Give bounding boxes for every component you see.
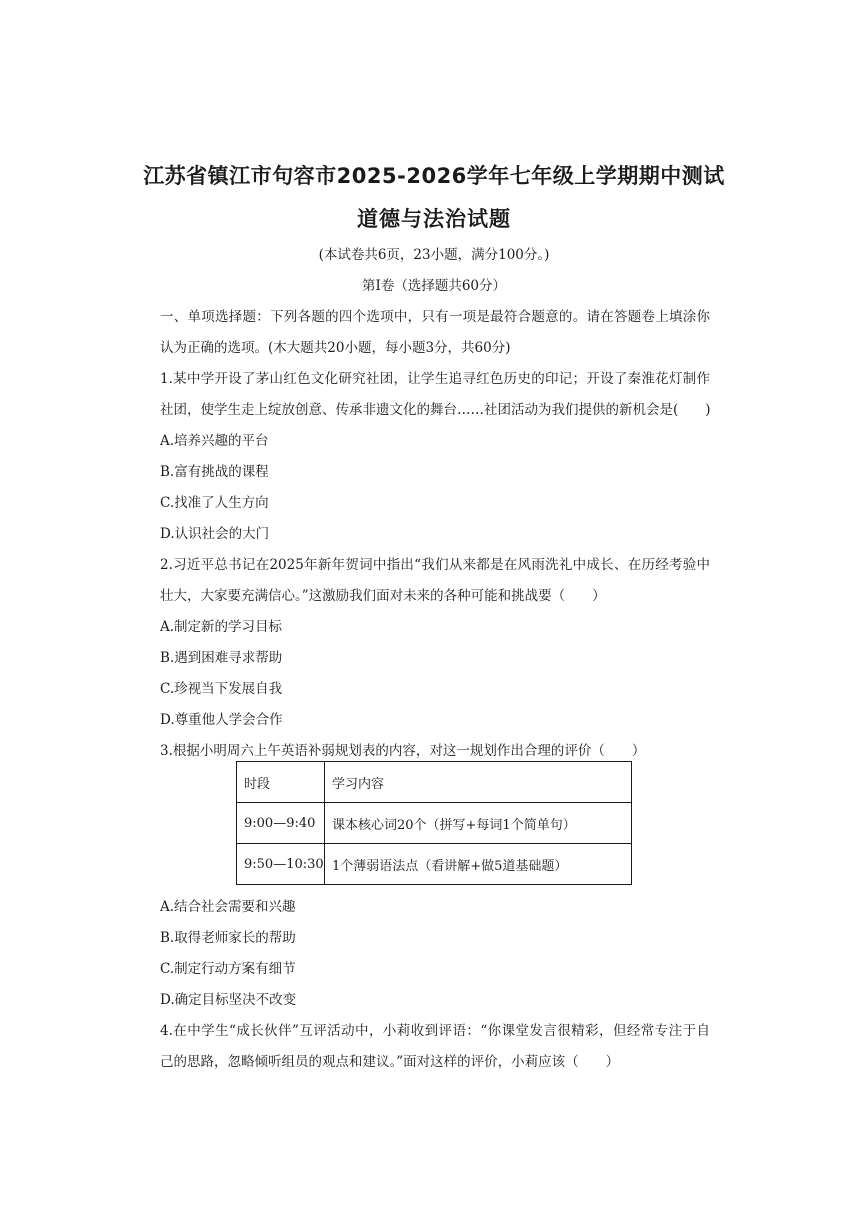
table-cell-content: 1个薄弱语法点（看讲解+做5道基础题） bbox=[325, 844, 632, 885]
section-instruction-cont: 认为正确的选项。(木大题共20小题，每小题3分，共60分) bbox=[160, 340, 511, 356]
question-3-option-d: D.确定目标坚决不改变 bbox=[160, 992, 297, 1008]
question-3-option-b: B.取得老师家长的帮助 bbox=[160, 930, 296, 946]
question-2-option-b: B.遇到困难寻求帮助 bbox=[160, 650, 283, 666]
question-2-option-c: C.珍视当下发展自我 bbox=[160, 681, 283, 697]
volume-label: 第Ⅰ卷（选择题共60分） bbox=[361, 278, 506, 294]
question-2-stem-cont: 壮大，大家要充满信心。”这激励我们面对未来的各种可能和挑战要（ ） bbox=[160, 588, 606, 604]
question-1-option-c: C.找准了人生方向 bbox=[160, 495, 269, 511]
section-instruction: 一、单项选择题：下列各题的四个选项中，只有一项是最符合题意的。请在答题卷上填涂你 bbox=[160, 309, 710, 325]
question-3-option-c: C.制定行动方案有细节 bbox=[160, 961, 296, 977]
question-4-stem-cont: 己的思路，忽略倾听组员的观点和建议。”面对这样的评价，小莉应该（ ） bbox=[160, 1054, 620, 1070]
question-1-option-d: D.认识社会的大门 bbox=[160, 526, 270, 542]
table-cell-content: 课本核心词20个（拼写+每词1个简单句） bbox=[325, 803, 632, 844]
table-cell-time: 9:00—9:40 bbox=[237, 803, 325, 844]
question-3-stem: 3.根据小明周六上午英语补弱规划表的内容，对这一规划作出合理的评价（ ） bbox=[160, 743, 646, 759]
exam-title: 江苏省镇江市句容市2025-2026学年七年级上学期期中测试 bbox=[143, 164, 725, 188]
question-1-stem-cont: 社团，使学生走上绽放创意、传承非遗文化的舞台……社团活动为我们提供的新机会是( ) bbox=[160, 402, 711, 418]
question-1-stem: 1.某中学开设了茅山红色文化研究社团，让学生追寻红色历史的印记；开设了秦淮花灯制作 bbox=[160, 371, 710, 387]
table-row bbox=[237, 844, 632, 885]
table-row bbox=[237, 803, 632, 844]
table-header-row bbox=[237, 762, 632, 803]
table-header-cell: 学习内容 bbox=[325, 762, 632, 803]
study-plan-table bbox=[236, 761, 632, 885]
question-2-stem: 2.习近平总书记在2025年新年贺词中指出“我们从来都是在风雨洗礼中成长、在历经考验中 bbox=[160, 557, 710, 573]
question-1-option-b: B.富有挑战的课程 bbox=[160, 464, 269, 480]
exam-info: (本试卷共6页，23小题，满分100分。) bbox=[318, 247, 550, 263]
question-3-option-a: A.结合社会需要和兴趣 bbox=[160, 899, 296, 915]
table-header-cell: 时段 bbox=[237, 762, 325, 803]
question-1-option-a: A.培养兴趣的平台 bbox=[160, 433, 269, 449]
question-2-option-d: D.尊重他人学会合作 bbox=[160, 712, 283, 728]
exam-subtitle: 道德与法治试题 bbox=[357, 207, 511, 231]
question-4-stem: 4.在中学生“成长伙伴”互评活动中，小莉收到评语：“你课堂发言很精彩，但经常专注于自 bbox=[160, 1023, 710, 1039]
table-cell-time: 9:50—10:30 bbox=[237, 844, 325, 885]
question-2-option-a: A.制定新的学习目标 bbox=[160, 619, 283, 635]
